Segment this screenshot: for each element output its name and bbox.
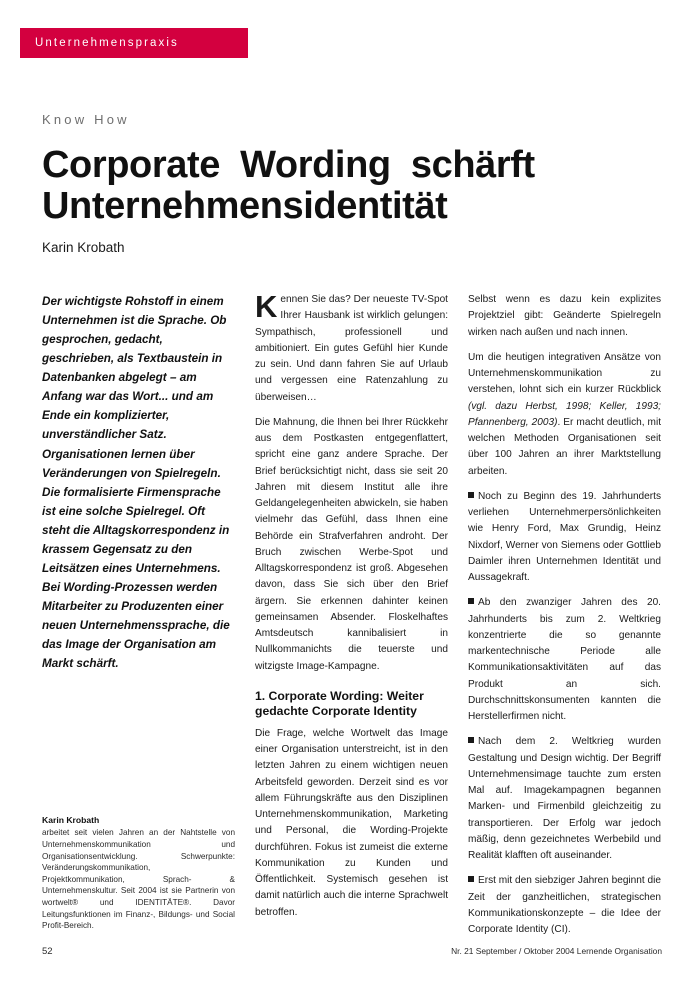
section-banner [20,28,248,58]
page-number: 52 [42,946,53,957]
lead-paragraph-2: Organisationen lernen über Veränderungen von Spielregeln. Die formalisierte Firmensprache ist eine solche Spielregel. Oft steht die Alltagskorrespondenz in krassem Gegensatz zu den Leitsätzen eines Unternehmens. Bei Wording-Prozessen werden Mitarbeiter zu Produzenten einer neuen Unternehmenssprache, die das Image der Organisation am Markt schärft. [42,447,230,671]
citation-lead-text: Um die heutigen integrativen Ansätze von Unternehmenskommunikation zu verstehen, lohnt sich ein kurzer Rückblick [468,351,661,396]
author-bio-name: Karin Krobath [42,815,100,826]
body-paragraph: Selbst wenn es dazu kein explizites Projektziel gibt: Geänderte Spielregeln wirken nach außen und nach innen. [468,294,661,338]
bullet-paragraph [468,489,661,587]
footer-issue-note: Nr. 21 September / Oktober 2004 Lernende Organisation [451,946,662,956]
lead-paragraph-1: Der wichtigste Rohstoff in einem Unternehmen ist die Sprache. Ob gesprochen, gedacht, geschrieben, als Textbaustein in Datenbanken abgelegt – am Anfang war das Wort... und am Ende ein komplizierter, unverständlicher Satz. [42,295,227,442]
article-lead [42,292,235,673]
bullet-paragraph [468,873,661,938]
page-title [42,145,662,226]
bullet-paragraph [468,595,661,725]
citation-trail-text: . Er macht deutlich, mit welchen Methoden Organisationen seit über 100 Jahren an ihrer Marktstellung arbeiten. [468,416,662,477]
article-kicker: Know How [42,112,130,127]
bullet-text: Nach dem 2. Weltkrieg wurden Gestaltung und Design wichtig. Der Begriff Unternehmensimage tauchte zum ersten Mal auf. Imagekampagnen begannen Marken- und Firmenbild gleichzeitig zu transportieren. Der Erfolg war jedoch mäßig, denn gezeichnetes Werbebild und Realität klafften oft auseinander. [468,736,661,861]
headline-line-1: Corporate Wording schärft [42,144,535,186]
body-paragraph: Die Frage, welche Wortwelt das Image einer Organisation unterstreicht, ist in den letzten Jahren zu einem wichtigen neuen Arbeitsfeld geworden. Derzeit sind es vor allem Führungskräfte aus den Disziplinen Unternehmenskommunikation, Marketing und Personal, die Wording-Projekte durchführen. Fokus ist zumeist die externe Kommunikation zu Kunden und Öffentlichkeit. Systemisch gesehen ist damit natürlich auch die interne Sprachwelt betroffen. [255,727,449,918]
body-paragraph: Die Mahnung, die Ihnen bei Ihrer Rückkehr aus dem Postkasten entgegenflattert, spricht eine ganz andere Sprache. Der Brief berücksichtigt nicht, dass sie seit 20 Jahren mit diesem Institut alle ihre Geldangelegenheiten abwickeln, sie haben vielmehr das Gefühl, dass Ihnen eine Behörde ein Strafverfahren androht. Der Bruch zwischen Werbe-Spot und Alltagskorrespondenz ist groß. Abgesehen davon, dass Sie sich über den Brief ärgern. Sie erkennen dahinter keinen gemeinsamen Absender. Floskelhaftes Amtsdeutsch kannibalisiert in Nullkommanichts die teuerste und witzigste Image-Kampagne. [255,416,448,672]
square-bullet-icon [468,492,474,498]
headline-line-2: Unternehmensidentität [42,184,448,227]
article-columns [42,289,662,935]
column-two [255,289,449,932]
bullet-text: Ab den zwanziger Jahren des 20. Jahrhunderts bis zum 2. Weltkrieg konzentrierte die so genannte markentechnische Periode alle Kommunikationsaktivitäten auf das Produkt an sich. Durchschnittskonsumenten kannten die Herstellerfirmen nicht. [468,597,661,722]
author-bio-text: arbeitet seit vielen Jahren an der Nahtstelle von Unternehmenskommunikation und Organisationsentwicklung. Schwerpunkte: Veränderungskommunikation, Projektkommunikation, Sprach- & Unternehmenskultur. Seit 2004 ist sie Partnerin von wortwelt® und IDENTITÄTE®. Davor Leitungsfunktionen im Finanz-, Bildungs- und Social Profit-Bereich. [42,828,235,931]
bullet-text: Noch zu Beginn des 19. Jahrhunderts verliehen Unternehmerpersönlichkeiten wie Henry Ford, Max Grundig, Heinz Nixdorf, Werner von Siemens oder Gottlieb Daimler ihren Unternehmen Identität und Aussagekraft. [468,490,661,583]
square-bullet-icon [468,737,474,743]
bullet-paragraph [468,734,661,864]
author-bio [42,815,235,932]
body-paragraph-with-citation [468,350,661,480]
column-one [42,292,235,932]
article-byline: Karin Krobath [42,240,125,256]
section-banner-label: Unternehmenspraxis [35,37,179,49]
column-three [468,292,662,935]
square-bullet-icon [468,598,474,604]
body-paragraph: Kennen Sie das? Der neueste TV-Spot Ihrer Hausbank ist wirklich gelungen: Sympathisch, professionell und ambitioniert. Ein gutes Gefühl hier Kunde zu sein. Und dann fahren Sie auf Urlaub und vergessen eine Ratenzahlung zu überweisen… [255,289,448,403]
bullet-text: Erst mit den siebziger Jahren beginnt die Zeit der ganzheitlichen, strategischen Kommunikationskonzepte – die Idee der Corporate Identity (CI). [468,875,661,935]
citation-reference: (vgl. dazu Herbst, 1998; Keller, 1993; Pfannenberg, 2003) [468,400,661,428]
section-subheading: 1. Corporate Wording: Weiter gedachte Corporate Identity [255,688,424,719]
article-title-block [42,112,662,255]
square-bullet-icon [468,876,474,882]
